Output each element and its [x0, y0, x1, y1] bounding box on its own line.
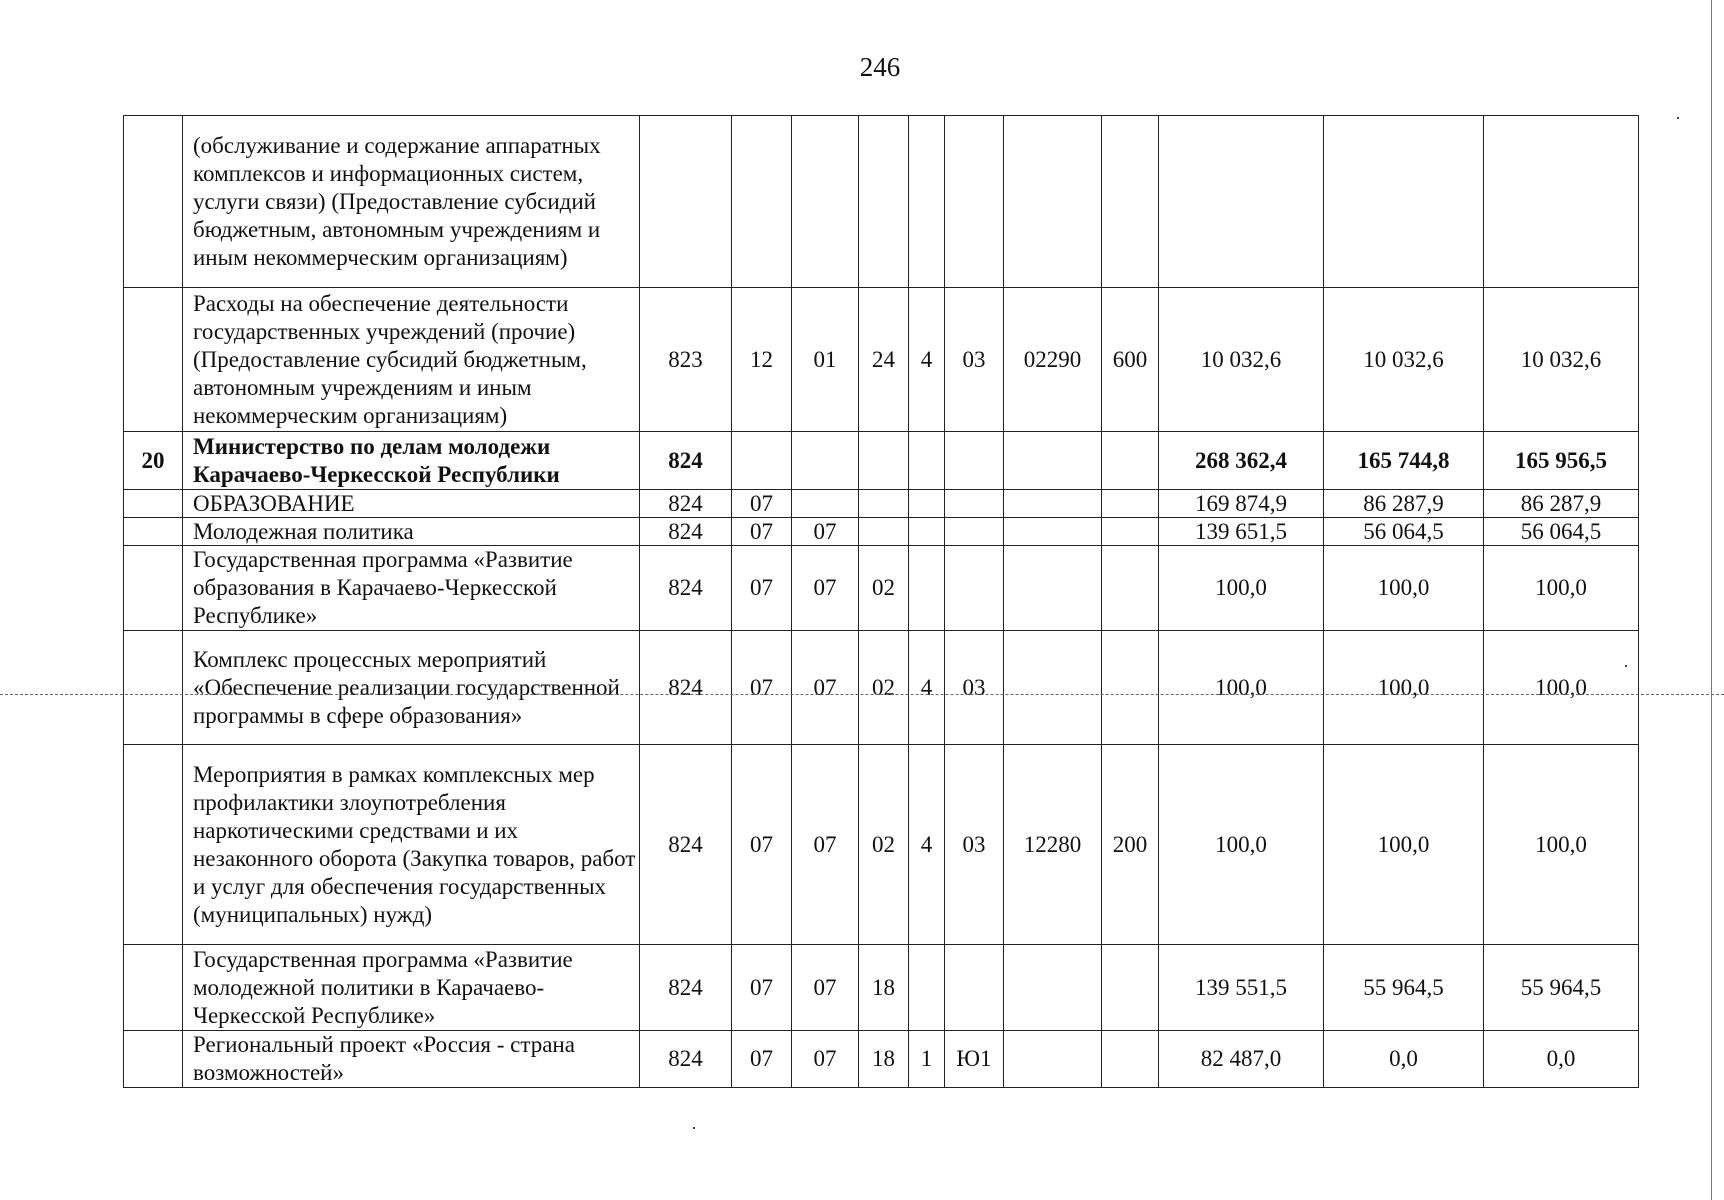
cell-csr-element: [945, 518, 1004, 546]
cell-sum-2: 100,0: [1324, 546, 1484, 631]
cell-sum-2: 10 032,6: [1324, 288, 1484, 432]
cell-csr-type: [909, 546, 945, 631]
row-number: [124, 945, 183, 1031]
cell-csr-direction: [1004, 518, 1102, 546]
cell-pr: [792, 490, 859, 518]
cell-sum-2: 0,0: [1324, 1031, 1484, 1088]
row-name: Мероприятия в рамках комплексных мер профилактики злоупотребления наркотическими средствами и их незаконного оборота (Закупка товаров, работ и услуг для обеспечения государственных (муниципальных) нужд): [183, 745, 640, 945]
table-row: [124, 745, 1639, 945]
cell-sum-3: 86 287,9: [1484, 490, 1639, 518]
cell-csr-type: 1: [909, 1031, 945, 1088]
cell-csr-type: 4: [909, 745, 945, 945]
cell-pr: 01: [792, 288, 859, 432]
cell-csr-direction: [1004, 490, 1102, 518]
cell-csr-element: 03: [945, 288, 1004, 432]
table-row: [124, 945, 1639, 1031]
cell-vr: [1102, 631, 1159, 745]
cell-pr: 07: [792, 546, 859, 631]
row-name: Министерство по делам молодежи Карачаево-Черкесской Республики: [183, 432, 640, 490]
cell-pr: 07: [792, 631, 859, 745]
scan-fold-line: [0, 694, 1724, 695]
cell-rz: 07: [732, 631, 792, 745]
cell-sum-1: 139 551,5: [1159, 945, 1324, 1031]
table-row: [124, 490, 1639, 518]
cell-pr: 07: [792, 1031, 859, 1088]
cell-pr: [792, 116, 859, 288]
cell-csr-type: [909, 945, 945, 1031]
cell-vr: [1102, 945, 1159, 1031]
cell-csr-direction: [1004, 1031, 1102, 1088]
cell-gr: 824: [640, 432, 732, 490]
cell-csr-element: [945, 546, 1004, 631]
row-name: (обслуживание и содержание аппаратных комплексов и информационных систем, услуги связи) (Предоставление субсидий бюджетным, автономным учреждениям и иным некоммерческим организациям): [183, 116, 640, 288]
cell-rz: 12: [732, 288, 792, 432]
cell-rz: 07: [732, 518, 792, 546]
cell-gr: 824: [640, 518, 732, 546]
cell-vr: 600: [1102, 288, 1159, 432]
cell-csr-direction: 02290: [1004, 288, 1102, 432]
cell-vr: [1102, 116, 1159, 288]
row-number: [124, 745, 183, 945]
cell-sum-1: [1159, 116, 1324, 288]
cell-sum-2: [1324, 116, 1484, 288]
cell-csr-program: [859, 432, 909, 490]
cell-csr-program: 18: [859, 1031, 909, 1088]
cell-pr: 07: [792, 518, 859, 546]
cell-csr-element: 03: [945, 745, 1004, 945]
cell-sum-2: 55 964,5: [1324, 945, 1484, 1031]
table-row: [124, 631, 1639, 745]
cell-pr: [792, 432, 859, 490]
cell-csr-type: 4: [909, 631, 945, 745]
table-row-ministry: [124, 432, 1639, 490]
cell-sum-2: 100,0: [1324, 631, 1484, 745]
cell-gr: 824: [640, 631, 732, 745]
cell-csr-element: [945, 432, 1004, 490]
cell-sum-3: 56 064,5: [1484, 518, 1639, 546]
cell-csr-direction: [1004, 432, 1102, 490]
row-name: Молодежная политика: [183, 518, 640, 546]
cell-gr: 824: [640, 1031, 732, 1088]
cell-csr-direction: 12280: [1004, 745, 1102, 945]
table-row: [124, 288, 1639, 432]
cell-csr-program: 24: [859, 288, 909, 432]
cell-sum-1: 139 651,5: [1159, 518, 1324, 546]
cell-csr-element: 03: [945, 631, 1004, 745]
cell-gr: [640, 116, 732, 288]
budget-table: [123, 115, 1639, 1088]
cell-sum-2: 100,0: [1324, 745, 1484, 945]
cell-csr-program: 02: [859, 546, 909, 631]
row-number: 20: [124, 432, 183, 490]
cell-sum-1: 169 874,9: [1159, 490, 1324, 518]
cell-rz: [732, 116, 792, 288]
cell-csr-program: [859, 518, 909, 546]
cell-sum-3: 100,0: [1484, 745, 1639, 945]
cell-csr-direction: [1004, 116, 1102, 288]
cell-vr: [1102, 518, 1159, 546]
cell-rz: [732, 432, 792, 490]
cell-rz: 07: [732, 745, 792, 945]
page-edge-line: [1711, 0, 1712, 1200]
cell-rz: 07: [732, 490, 792, 518]
row-number: [124, 490, 183, 518]
cell-sum-3: 165 956,5: [1484, 432, 1639, 490]
cell-sum-3: 0,0: [1484, 1031, 1639, 1088]
scan-speck: [693, 1127, 695, 1129]
cell-sum-1: 82 487,0: [1159, 1031, 1324, 1088]
cell-csr-type: [909, 518, 945, 546]
cell-sum-3: 10 032,6: [1484, 288, 1639, 432]
cell-csr-program: [859, 116, 909, 288]
cell-sum-3: 55 964,5: [1484, 945, 1639, 1031]
row-number: [124, 288, 183, 432]
cell-csr-element: [945, 945, 1004, 1031]
row-name: Государственная программа «Развитие образования в Карачаево-Черкесской Республике»: [183, 546, 640, 631]
cell-gr: 824: [640, 745, 732, 945]
cell-rz: 07: [732, 546, 792, 631]
cell-gr: 824: [640, 546, 732, 631]
cell-csr-type: 4: [909, 288, 945, 432]
cell-sum-1: 100,0: [1159, 631, 1324, 745]
table-row: [124, 1031, 1639, 1088]
cell-sum-2: 165 744,8: [1324, 432, 1484, 490]
cell-sum-1: 268 362,4: [1159, 432, 1324, 490]
row-name: Государственная программа «Развитие молодежной политики в Карачаево-Черкесской Республике»: [183, 945, 640, 1031]
cell-vr: [1102, 490, 1159, 518]
cell-csr-element: Ю1: [945, 1031, 1004, 1088]
cell-csr-direction: [1004, 546, 1102, 631]
cell-pr: 07: [792, 745, 859, 945]
row-number: [124, 116, 183, 288]
cell-csr-program: 18: [859, 945, 909, 1031]
cell-vr: 200: [1102, 745, 1159, 945]
scan-speck: [1677, 117, 1679, 119]
cell-csr-direction: [1004, 631, 1102, 745]
cell-sum-2: 86 287,9: [1324, 490, 1484, 518]
cell-rz: 07: [732, 1031, 792, 1088]
cell-csr-element: [945, 490, 1004, 518]
cell-rz: 07: [732, 945, 792, 1031]
table-row: [124, 546, 1639, 631]
cell-csr-program: [859, 490, 909, 518]
cell-csr-type: [909, 432, 945, 490]
cell-csr-program: 02: [859, 631, 909, 745]
row-name: ОБРАЗОВАНИЕ: [183, 490, 640, 518]
cell-gr: 823: [640, 288, 732, 432]
cell-csr-direction: [1004, 945, 1102, 1031]
cell-sum-1: 100,0: [1159, 546, 1324, 631]
row-number: [124, 631, 183, 745]
cell-csr-program: 02: [859, 745, 909, 945]
cell-vr: [1102, 546, 1159, 631]
row-number: [124, 518, 183, 546]
cell-csr-type: [909, 490, 945, 518]
cell-sum-3: [1484, 116, 1639, 288]
row-name: Комплекс процессных мероприятий «Обеспечение реализации государственной программы в сфере образования»: [183, 631, 640, 745]
cell-vr: [1102, 1031, 1159, 1088]
row-number: [124, 1031, 183, 1088]
row-number: [124, 546, 183, 631]
cell-sum-3: 100,0: [1484, 631, 1639, 745]
cell-sum-1: 100,0: [1159, 745, 1324, 945]
cell-vr: [1102, 432, 1159, 490]
cell-sum-1: 10 032,6: [1159, 288, 1324, 432]
cell-pr: 07: [792, 945, 859, 1031]
row-name: Расходы на обеспечение деятельности государственных учреждений (прочие) (Предоставление субсидий бюджетным, автономным учреждениям и иным некоммерческим организациям): [183, 288, 640, 432]
cell-csr-type: [909, 116, 945, 288]
scan-speck: [1625, 665, 1627, 667]
page-number: 246: [859, 52, 901, 82]
cell-sum-3: 100,0: [1484, 546, 1639, 631]
cell-gr: 824: [640, 945, 732, 1031]
table-row: [124, 116, 1639, 288]
cell-csr-element: [945, 116, 1004, 288]
cell-sum-2: 56 064,5: [1324, 518, 1484, 546]
row-name: Региональный проект «Россия - страна возможностей»: [183, 1031, 640, 1088]
cell-gr: 824: [640, 490, 732, 518]
table-row: [124, 518, 1639, 546]
